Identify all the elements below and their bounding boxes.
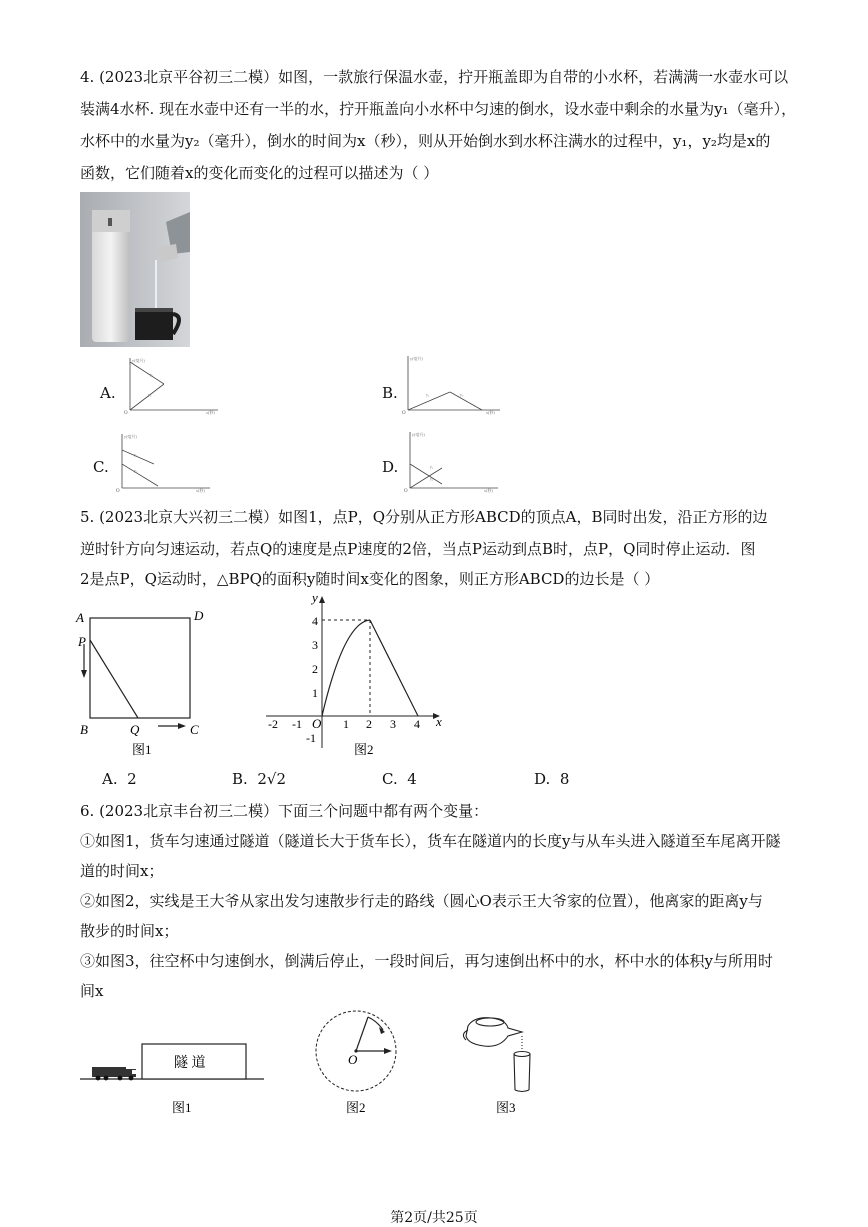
q4-line-4: 函数，它们随着x的变化而变化的过程可以描述为（ ） — [80, 164, 439, 182]
q4-option-a-letter[interactable]: A. — [100, 384, 116, 402]
q6-line-2: ①如图1，货车匀速通过隧道（隧道长大于货车长），货车在隧道内的长度y与从车头进入隧道至车尾离开隧 — [80, 832, 781, 850]
q5-line-3: 2是点P，Q运动时，△BPQ的面积y随时间x变化的图象，则正方形ABCD的边长是（ ） — [80, 570, 660, 588]
q4-option-b-letter[interactable]: B. — [382, 384, 398, 402]
svg-text:x(秒): x(秒) — [196, 488, 205, 493]
fig2-ytick--1: -1 — [306, 731, 316, 745]
q5-option-d-letter: D. — [534, 770, 551, 788]
q4-option-b-graph — [400, 352, 510, 416]
q4-line-3: 水杯中的水量为y₂（毫升），倒水的时间为x（秒），则从开始倒水到水杯注满水的过程中，y₁，y₂均是x的 — [80, 132, 771, 150]
q4-line-1: 4. (2023北京平谷初三二模）如图，一款旅行保温水壶，拧开瓶盖即为自带的小水杯，若满满一水壶水可以 — [80, 68, 789, 86]
q6-line-7: 间x — [80, 982, 104, 1000]
fig2-ytick-2: 2 — [312, 662, 318, 676]
q6-line-1: 6. (2023北京丰台初三二模）下面三个问题中都有两个变量： — [80, 802, 489, 820]
q5-option-b[interactable] — [232, 770, 286, 788]
svg-text:y(毫升): y(毫升) — [124, 434, 137, 439]
fig2-caption: 图2 — [354, 742, 374, 757]
q6-line-4: ②如图2，实线是王大爷从家出发匀速散步行走的路线（圆心O表示王大爷家的位置），他离家的距离y与 — [80, 892, 763, 910]
q6-fig3-caption: 图3 — [496, 1100, 516, 1115]
truck-icon — [92, 1067, 136, 1080]
q4-option-d-letter[interactable]: D. — [382, 458, 399, 476]
q5-figure-2 — [258, 588, 458, 764]
svg-text:y₁: y₁ — [426, 392, 430, 397]
fig2-xtick-4: 4 — [414, 717, 420, 731]
cup-icon — [514, 1036, 530, 1092]
q5-option-b-value: 2√2 — [257, 770, 286, 788]
q5-option-a-value: 2 — [127, 770, 137, 788]
fig2-ytick-3: 3 — [312, 638, 318, 652]
fig1-label-a: A — [76, 610, 84, 625]
svg-text:y(毫升): y(毫升) — [412, 432, 425, 437]
fig1-label-b: B — [80, 722, 88, 737]
svg-text:y₂: y₂ — [460, 392, 464, 397]
circle-center-label: O — [348, 1052, 358, 1067]
svg-text:y(毫升): y(毫升) — [410, 356, 423, 361]
q5-figure-1 — [72, 604, 212, 764]
fig2-ytick-4: 4 — [312, 614, 318, 628]
svg-text:x(秒): x(秒) — [486, 410, 495, 415]
q4-option-c-graph — [114, 430, 218, 494]
q5-option-c-value: 4 — [407, 770, 417, 788]
q5-option-c-letter: C. — [382, 770, 398, 788]
q5-line-1: 5. (2023北京大兴初三二模）如图1，点P，Q分别从正方形ABCD的顶点A，B同时出发，沿正方形的边 — [80, 508, 768, 526]
svg-text:O: O — [404, 489, 408, 494]
q5-option-a[interactable] — [102, 770, 137, 788]
svg-text:y₂: y₂ — [430, 476, 434, 481]
q5-option-b-letter: B. — [232, 770, 248, 788]
q6-figure-1-tunnel — [78, 1038, 268, 1118]
q6-figure-2-circle — [308, 1008, 414, 1120]
q6-fig1-caption: 图1 — [172, 1100, 192, 1115]
q4-option-c-letter[interactable]: C. — [93, 458, 109, 476]
svg-text:y₂: y₂ — [148, 392, 152, 397]
pitcher-icon — [463, 1018, 522, 1047]
svg-text:x(秒): x(秒) — [206, 410, 215, 415]
fig2-xtick--2: -2 — [268, 717, 278, 731]
q6-figure-3-pitcher — [460, 1012, 550, 1120]
fig1-caption: 图1 — [132, 742, 152, 757]
svg-text:y(毫升): y(毫升) — [132, 358, 145, 363]
fig2-xtick-2: 2 — [366, 717, 372, 731]
svg-text:x(秒): x(秒) — [484, 488, 493, 493]
fig2-xtick-1: 1 — [343, 717, 349, 731]
bottle-photo — [80, 192, 190, 347]
fig2-origin: O — [312, 716, 322, 731]
svg-text:y₂: y₂ — [134, 468, 138, 473]
fig2-ytick-1: 1 — [312, 686, 318, 700]
q5-option-a-letter: A. — [102, 770, 118, 788]
fig2-xtick-3: 3 — [390, 717, 396, 731]
svg-text:O: O — [116, 489, 120, 494]
q6-line-6: ③如图3，往空杯中匀速倒水，倒满后停止，一段时间后，再匀速倒出杯中的水，杯中水的体积y与所用时 — [80, 952, 774, 970]
q5-option-d-value: 8 — [559, 770, 570, 788]
tunnel-label: 隧 道 — [174, 1056, 206, 1071]
q4-option-a-graph — [118, 354, 226, 416]
svg-text:y₁: y₁ — [430, 464, 434, 469]
fig1-label-c: C — [190, 722, 199, 737]
q5-option-d[interactable] — [534, 770, 569, 788]
q4-line-2: 装满4水杯. 现在水壶中还有一半的水，拧开瓶盖向小水杯中匀速的倒水，设水壶中剩余的水量为y₁（毫升）， — [80, 100, 797, 118]
q6-line-3: 道的时间x； — [80, 862, 164, 880]
q5-line-2: 逆时针方向匀速运动，若点Q的速度是点P速度的2倍，当点P运动到点B时，点P，Q同时停止运动．图 — [80, 540, 756, 558]
q5-option-c[interactable] — [382, 770, 417, 788]
svg-text:y₁: y₁ — [150, 372, 154, 377]
fig2-y-label: y — [312, 590, 318, 605]
fig1-label-q: Q — [130, 722, 140, 737]
q4-option-d-graph — [402, 428, 506, 494]
page-footer: 第2页/共25页 — [390, 1210, 478, 1226]
svg-text:y₁: y₁ — [134, 452, 138, 457]
fig2-x-label: x — [436, 714, 442, 729]
svg-text:O: O — [402, 411, 406, 416]
q6-fig2-caption: 图2 — [346, 1100, 366, 1115]
q6-line-5: 散步的时间x； — [80, 922, 179, 940]
fig2-xtick--1: -1 — [292, 717, 302, 731]
fig1-label-d: D — [194, 608, 204, 623]
fig1-label-p: P — [78, 634, 86, 649]
svg-text:O: O — [124, 411, 128, 416]
